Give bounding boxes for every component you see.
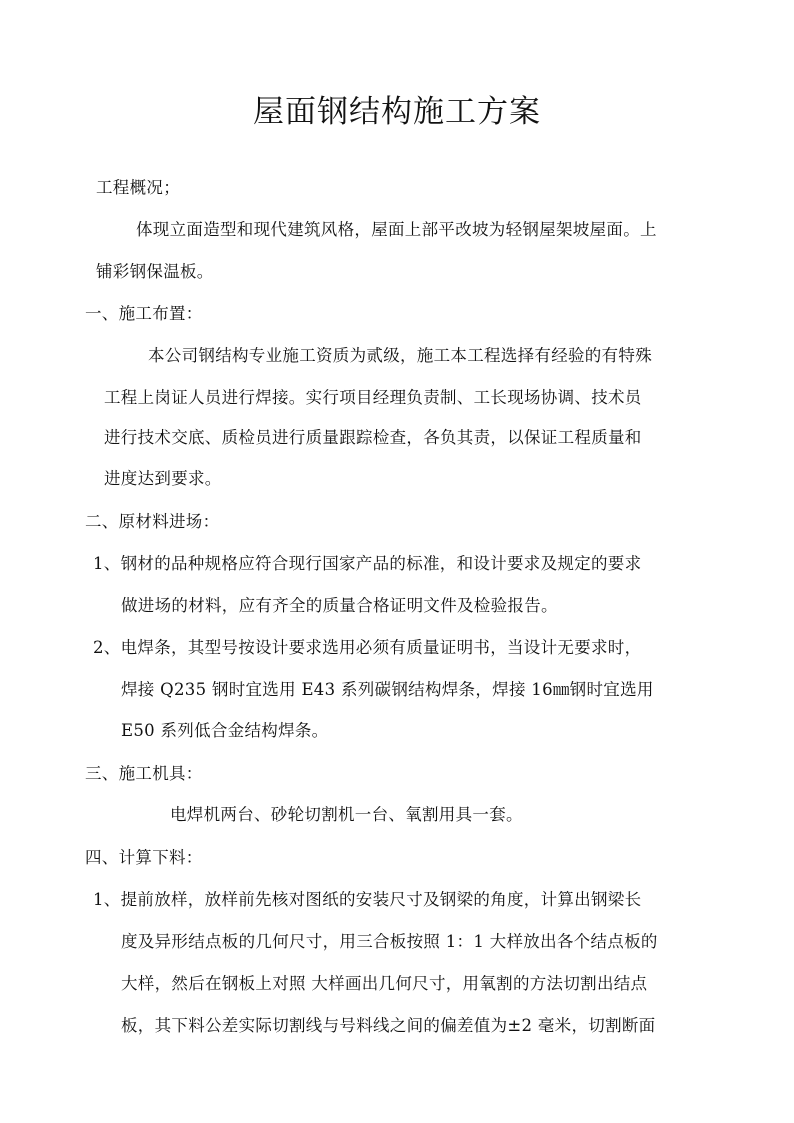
section-heading-1: 一、施工布置：	[85, 304, 203, 323]
paragraph-line: 进度达到要求。	[104, 469, 222, 488]
list-item-continuation: 做进场的材料，应有齐全的质量合格证明文件及检验报告。	[121, 596, 558, 615]
list-item: 1、钢材的品种规格应符合现行国家产品的标准，和设计要求及规定的要求	[93, 554, 642, 573]
list-item: 2、电焊条，其型号按设计要求选用必须有质量证明书，当设计无要求时，	[93, 638, 642, 657]
paragraph-line: 体现立面造型和现代建筑风格，屋面上部平改坡为轻钢屋架坡屋面。上	[136, 220, 657, 239]
paragraph-line: 工程上岗证人员进行焊接。实行项目经理负责制、工长现场协调、技术员	[104, 388, 642, 407]
list-item-continuation: E50 系列低合金结构焊条。	[121, 721, 329, 740]
list-item: 1、提前放样，放样前先核对图纸的安装尺寸及钢梁的角度，计算出钢梁长	[93, 890, 642, 909]
paragraph-line: 电焊机两台、砂轮切割机一台、氧割用具一套。	[170, 805, 523, 824]
document-title: 屋面钢结构施工方案	[253, 94, 541, 130]
section-heading-3: 三、施工机具：	[85, 764, 203, 783]
list-item-continuation: 焊接 Q235 钢时宜选用 E43 系列碳钢结构焊条，焊接 16㎜钢时宜选用	[121, 680, 654, 699]
paragraph-line: 铺彩钢保温板。	[96, 262, 214, 281]
list-item-continuation: 大样，然后在钢板上对照 大样画出几何尺寸，用氧割的方法切割出结点	[121, 974, 648, 993]
section-heading-2: 二、原材料进场：	[85, 512, 220, 531]
section-heading-4: 四、计算下料：	[85, 848, 203, 867]
paragraph-line: 进行技术交底、质检员进行质量跟踪检查，各负其责，以保证工程质量和	[104, 428, 642, 447]
list-item-continuation: 度及异形结点板的几何尺寸，用三合板按照 1：1 大样放出各个结点板的	[121, 932, 658, 951]
section-overview-heading: 工程概况；	[96, 178, 180, 197]
list-item-continuation: 板，其下料公差实际切割线与号料线之间的偏差值为±2 毫米，切割断面	[121, 1016, 656, 1035]
paragraph-line: 本公司钢结构专业施工资质为贰级，施工本工程选择有经验的有特殊	[148, 346, 652, 365]
